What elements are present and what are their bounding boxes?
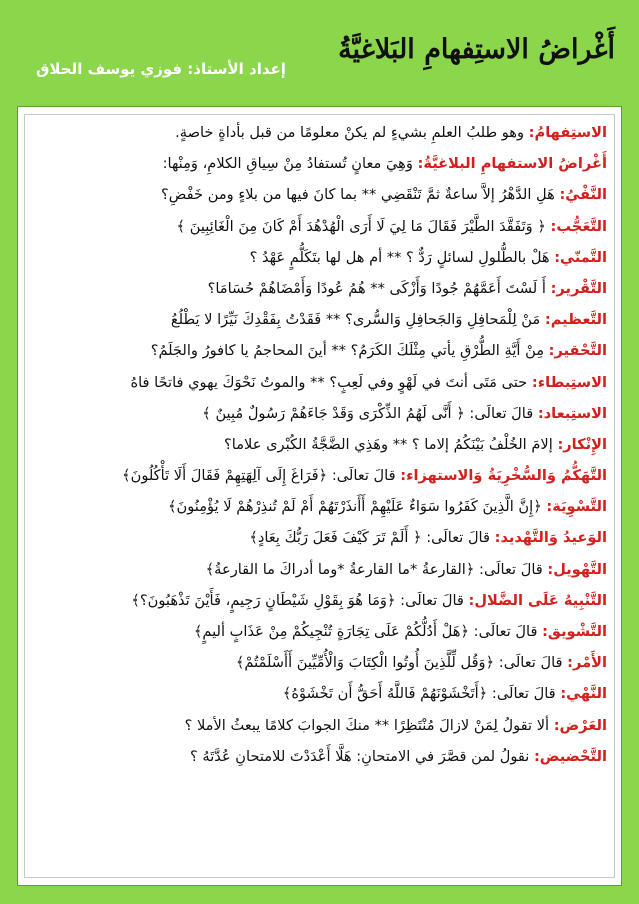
term-label: الاستِفهامُ:: [528, 124, 607, 141]
list-item: [32, 273, 607, 304]
list-item: [32, 148, 607, 179]
page-header: [0, 0, 639, 100]
list-item: [32, 179, 607, 210]
term-label: التَّسْوِيَة:: [546, 498, 607, 516]
term-label: التَّحْضيض:: [533, 747, 607, 765]
list-item: [32, 211, 607, 242]
term-example: مَنْ لِلْمَحافِلِ وَالجَحافِلِ وَالسُّرى؟ ** فَقَدْتُ بِفَقْدِكَ نَيِّرًا لا يَطْلُعُ: [170, 311, 545, 329]
term-example: قالَ تعالَى: ﴿وَمَا هُوَ بِقَوْلِ شَيْطَانٍ رَجِيمٍ، فَأَيْنَ تَذْهَبُونَ؟﴾: [131, 591, 469, 609]
term-example: وهو طلبُ العلمِ بشيءٍ لم يكنْ معلومًا من قبل بأداةٍ خاصةٍ.: [175, 124, 529, 141]
term-label: العَرْض:: [553, 716, 607, 734]
term-example: ﴿إِنَّ الَّذِينَ كَفَرُوا سَوَاءٌ عَلَيْهِمْ أَأَنذَرْتَهُمْ أَمْ لَمْ تُنذِرْهُمْ لَا يُؤْمِنُونَ﴾: [167, 498, 547, 516]
term-example: مِنْ أَيَّةِ الطُّرْقِ يأتي مِثْلَكَ الكَرَمُ؟ ** أينَ المحاجمُ يا كافورُ والجَلَمُ؟: [150, 342, 549, 360]
term-example: هَلْ بالطُّلولِ لسائلٍ رَدٌّ ؟ ** أم هل لها بتَكَلُّمٍ عَهْدُ ؟: [249, 248, 555, 266]
list-item: [32, 585, 607, 616]
term-label: النَّهْي:: [560, 685, 607, 703]
term-example: قالَ تعالَى: ﴿ أَلَمْ تَرَ كَيْفَ فَعَلَ رَبُّكَ بِعَادٍ﴾: [249, 529, 495, 547]
term-example: وَهِيَ معانٍ تُستفادُ مِنْ سِياقِ الكلامِ، وَمِنْها:: [162, 155, 418, 173]
content-card: [17, 106, 622, 886]
term-label: الإِنْكار:: [557, 435, 607, 453]
term-label: التَّنْبِيهُ عَلَى الضَّلال:: [468, 591, 607, 609]
term-example: حتى مَتَى أنتَ في لَهْوٍ وفي لَعِبٍ؟ ** والموتُ نَحْوَكَ يهوي فاتحًا فاهُ: [130, 373, 532, 391]
term-example: قالَ تعالَى: ﴿أَتَخْشَوْنَهُمْ فَاللَّهُ أَحَقُّ أَن تَخْشَوْهُ﴾: [282, 685, 561, 703]
list-item: [32, 522, 607, 553]
list-item: [32, 647, 607, 678]
list-item: [32, 678, 607, 709]
list-item: [32, 117, 607, 148]
term-label: التَّهَكُّمُ وَالسُّخْرِيَةُ وَالاستهزاء:: [400, 467, 607, 485]
term-example: قالَ تعالَى: ﴿ أَنَّى لَهُمُ الذِّكْرَى وَقَدْ جَاءَهُمْ رَسُولٌ مُبِينٌ ﴾: [202, 404, 538, 422]
term-example: نقولُ لمن قصَّرَ في الامتحانِ: هَلَّا أَعْدَدْتَ للامتحانِ عُدَّتَهُ ؟: [190, 747, 534, 765]
list-item: [32, 616, 607, 647]
term-label: التَّعظيم:: [544, 311, 607, 329]
list-item: [32, 335, 607, 366]
term-label: أَغْراضُ الاستفهامِ البلاغيَّةُ:: [417, 155, 607, 173]
definitions-list: [32, 117, 607, 772]
term-label: الاستِبطاء:: [531, 373, 607, 391]
term-label: التَّشْويق:: [542, 623, 607, 640]
term-label: النَّفْيُ:: [559, 186, 607, 204]
term-label: الأَمْر:: [567, 654, 607, 672]
author-credit: إعداد الأستاذ: فوزي يوسف الحلاق: [36, 60, 286, 78]
term-example: قالَ تعالَى: ﴿القارعةُ *ما القارعةُ *وما أدراكَ ما القارعةُ﴾: [205, 560, 548, 578]
term-example: قالَ تعالَى: ﴿فَرَاغَ إِلَى آلِهَتِهِمْ فَقَالَ أَلَا تَأْكُلُونَ﴾: [122, 467, 401, 485]
term-label: الاستِبعاد:: [537, 404, 607, 422]
list-item: [32, 460, 607, 491]
term-label: الوَعيدُ وَالتَّهْديد:: [494, 529, 607, 547]
page-title: أَغْراضُ الاستِفهامِ البَلاغيَّةُ: [338, 34, 615, 65]
list-item: [32, 367, 607, 398]
list-item: [32, 429, 607, 460]
term-label: التَّمنّي:: [554, 248, 607, 266]
list-item: [32, 398, 607, 429]
term-example: قالَ تعالَى: ﴿هَلْ أَدُلُّكُمْ عَلَى تِجَارَةٍ تُنْجِيكُمْ مِنْ عَذَابٍ أليمٍ﴾: [193, 623, 543, 640]
list-item: [32, 710, 607, 741]
list-item: [32, 242, 607, 273]
list-item: [32, 491, 607, 522]
term-example: إلامَ الخُلْفُ بَيْنَكُمُ إلاما ؟ ** وهَذِي الضَّجَّةُ الكُبْرى علاما؟: [224, 435, 558, 453]
list-item: [32, 554, 607, 585]
term-example: ﴿ وَتَفَقَّدَ الطَّيْرَ فَقَالَ مَا لِيَ لَا أَرَى الْهُدْهُدَ أَمْ كَانَ مِنَ الْغَائِبِينَ ﴾: [176, 217, 551, 235]
term-example: هَلِ الدَّهْرُ إلاَّ ساعةٌ ثمَّ تَنْقَضِي ** بما كانَ فيها من بلاءٍ ومن خَفْضِ؟: [161, 186, 560, 204]
term-label: التَّقْرير:: [550, 279, 607, 297]
term-label: التَّحْقير:: [548, 342, 607, 360]
term-example: قالَ تعالَى: ﴿وَقُل لِّلَّذِينَ أُوتُوا الْكِتَابَ وَالْأُمِّيِّينَ أَأَسْلَمْتُمْ﴾: [235, 654, 568, 672]
term-example: ألا تقولُ لِمَنْ لازالَ مُنْتَظِرًا ** منكَ الجوابَ كلامًا يبعثُ الأملا ؟: [184, 716, 554, 734]
term-label: التَّهْويل:: [547, 560, 607, 578]
list-item: [32, 741, 607, 772]
term-label: التَّعَجُّب:: [550, 217, 607, 235]
term-example: أَ لَسْتَ أَعَمَّهُمْ جُودًا وَأَزْكَى ** هُمُ عُودًا وَأَمْضَاهُمْ حُسَامَا؟: [207, 279, 551, 297]
list-item: [32, 304, 607, 335]
